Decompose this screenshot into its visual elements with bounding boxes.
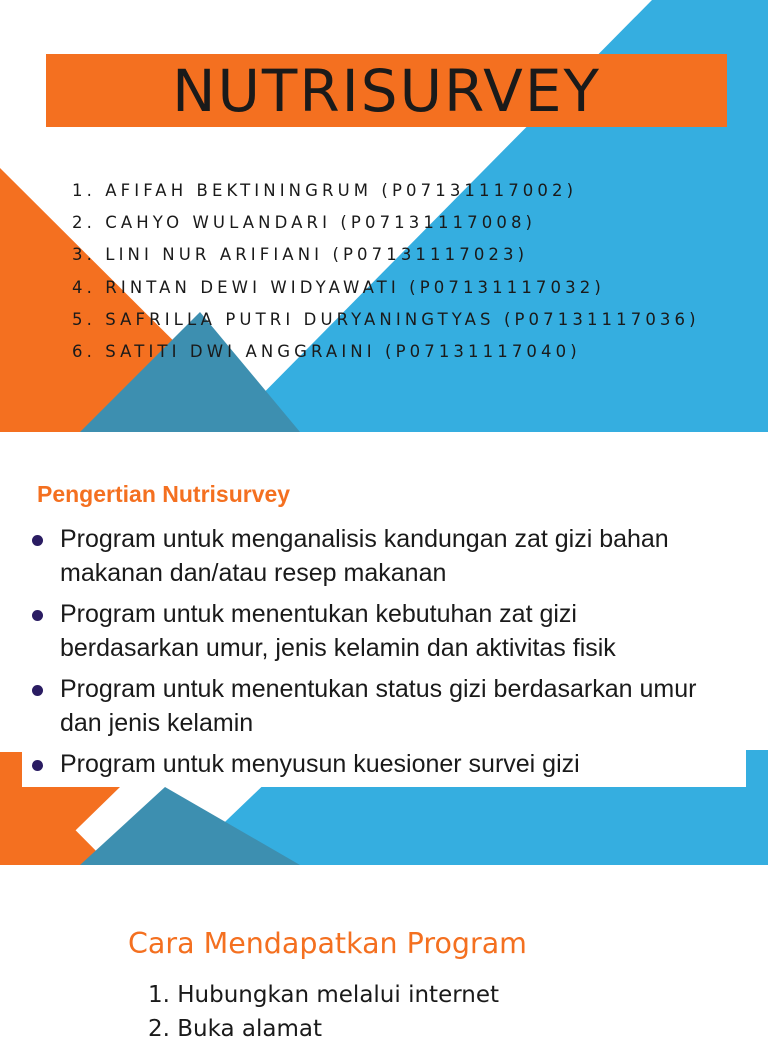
step-item: 2. Buka alamat [148,1016,323,1042]
step-item: 1. Hubungkan melalui internet [148,982,500,1008]
bullet-icon [32,760,43,771]
list-item-text: Program untuk menentukan kebutuhan zat gizi berdasarkan umur, jenis kelamin dan aktivitas fisik [60,600,616,662]
bullet-icon [32,685,43,696]
list-item [30,522,720,590]
section-heading: Cara Mendapatkan Program [128,927,527,960]
page-title: NUTRISURVEY [172,56,601,125]
member-item: 3. LINI NUR ARIFIANI (P07131117023) [72,245,529,265]
slide-title [0,0,768,432]
list-item-text: Program untuk menentukan status gizi berdasarkan umur dan jenis kelamin [60,675,697,737]
list-item [30,672,720,740]
member-item: 1. AFIFAH BEKTININGRUM (P07131117002) [72,181,578,200]
slide-definition [0,432,768,865]
member-item: 6. SATITI DWI ANGGRAINI (P07131117040) [72,341,581,361]
member-item: 4. RINTAN DEWI WIDYAWATI (P07131117032) [72,277,605,297]
bullet-icon [32,610,43,621]
member-list [72,178,700,371]
list-item-text: Program untuk menganalisis kandungan zat gizi bahan makanan dan/atau resep makanan [60,525,669,587]
slide-how-to-get [0,865,768,1042]
list-item-text: Program untuk menyusun kuesioner survei gizi [60,750,580,778]
definition-list [30,522,720,781]
steps-list [148,978,499,1046]
member-item: 5. SAFRILLA PUTRI DURYANINGTYAS (P07131117036) [72,309,700,329]
list-item [30,597,720,665]
list-item [30,747,720,781]
bullet-icon [32,535,43,546]
section-heading: Pengertian Nutrisurvey [37,481,291,507]
title-banner [46,54,727,127]
member-item: 2. CAHYO WULANDARI (P07131117008) [72,213,537,233]
